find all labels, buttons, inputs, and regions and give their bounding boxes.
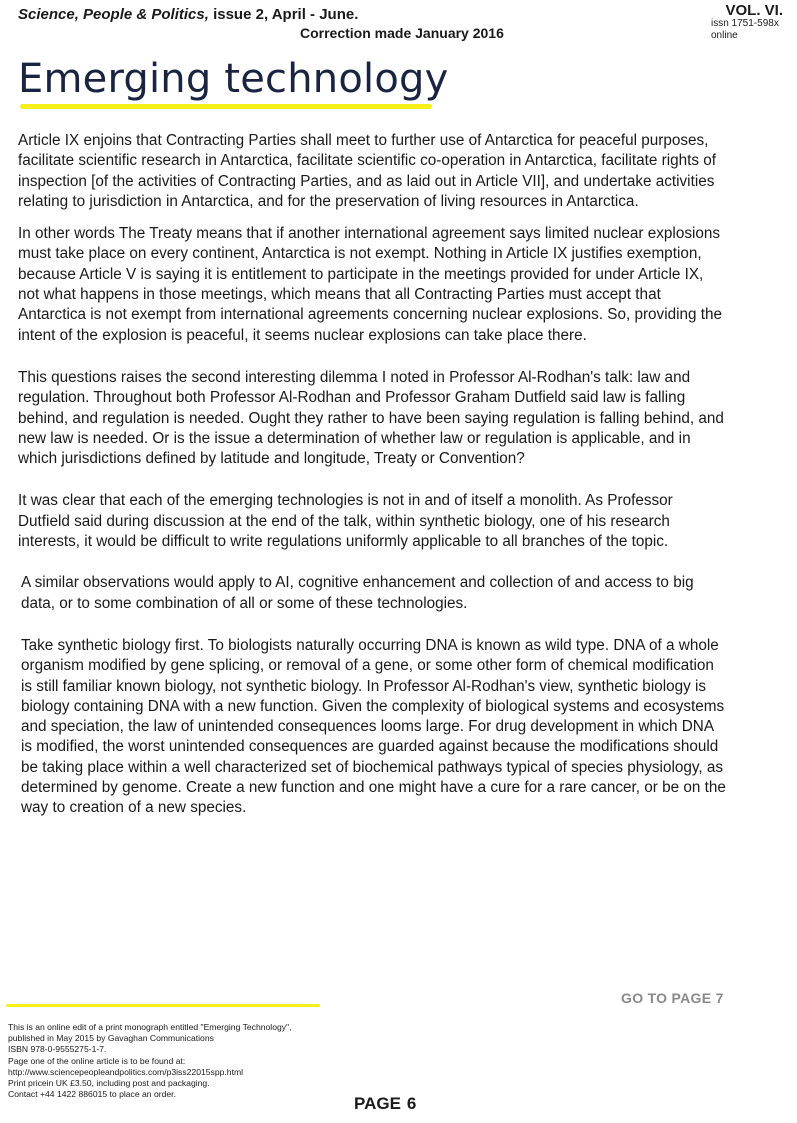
footnote-line: Contact +44 1422 886015 to place an order. bbox=[8, 1089, 176, 1100]
footnote-line: This is an online edit of a print monograph entitled "Emerging Technology", published in May 2015 by Gavaghan Communications bbox=[8, 1022, 292, 1044]
issn-online: online bbox=[711, 30, 738, 41]
footnote-line: ISBN 978-0-9555275-1-7. bbox=[8, 1044, 107, 1055]
page-num: 6 bbox=[406, 1094, 417, 1113]
go-to-page-link[interactable]: GO TO PAGE 7 bbox=[621, 990, 724, 1006]
paragraph-6: Take synthetic biology first. To biologists naturally occurring DNA is known as wild type. DNA of a whole organism modified by gene splicing, or removal of a gene, or some other form of chemical modification is still familiar known biology, not synthetic biology. In Professor Al-Rodhan's view, synthetic biology is biology containing DNA with a new function. Given the complexity of biological systems and ecosystems and speciation, the law of unintended consequences looms large. For drug development in which DNA is modified, the worst unintended consequences are guarded against because the modifications should be taking place within a well characterized set of biochemical pathways typical of species physiology, as determined by genome. Create a new function and one might have a cure for a rare cancer, or be on the way to creation of a new species. bbox=[21, 636, 726, 817]
page-label: PAGE bbox=[354, 1094, 401, 1113]
paragraph-3: This questions raises the second interesting dilemma I noted in Professor Al-Rodhan's talk: law and regulation. Throughout both Professor Al-Rodhan and Professor Graham Dutfield said law is falling behind, and regulation is needed. Ought they rather to have been saying regulation is falling behind, and new law is needed. Or is the issue a determination of whether law or regulation is applicable, and in which jurisdictions defined by latitude and longitude, Treaty or Convention? bbox=[18, 368, 724, 468]
journal-name: Science, People & Politics, bbox=[18, 6, 209, 23]
paragraph-2: In other words The Treaty means that if another international agreement says limited nuclear explosions must take place on every continent, Antarctica is not exempt. Nothing in Article IX justifies exemption, because Article V is saying it is entitlement to participate in the meetings provided for under Article IX, not what happens in those meetings, which means that all Contracting Parties must accept that Antarctica is not exempt from international agreements concerning nuclear explosions. So, providing the intent of the explosion is peaceful, it seems nuclear explosions can take place there. bbox=[18, 225, 723, 344]
paragraph-5: A similar observations would apply to AI, cognitive enhancement and collection of and access to big data, or to some combination of all or some of these technologies. bbox=[21, 574, 694, 612]
title-underline bbox=[20, 104, 432, 109]
page-title: Emerging technology bbox=[18, 56, 449, 102]
page-number bbox=[354, 1094, 416, 1114]
correction-note: Correction made January 2016 bbox=[300, 25, 504, 41]
journal-header bbox=[18, 6, 358, 23]
journal-issue: issue 2, April - June. bbox=[208, 6, 359, 23]
footnote-divider bbox=[6, 1004, 320, 1007]
footnote-line: Print pricein UK £3.50, including post and packaging. bbox=[8, 1078, 210, 1089]
footnote-url[interactable]: http://www.sciencepeopleandpolitics.com/p3iss22015spp.html bbox=[8, 1066, 244, 1077]
issn-number: issn 1751-598x bbox=[711, 18, 779, 29]
article-body bbox=[18, 131, 728, 819]
paragraph-1: Article IX enjoins that Contracting Parties shall meet to further use of Antarctica for peaceful purposes, facilitate scientific research in Antarctica, facilitate scientific co-operation in Antarctica, facilitate rights of inspection [of the activities of Contracting Parties, and as laid out in Article VII], and undertake activities relating to jurisdiction in Antarctica, and for the preservation of living resources in Antarctica. bbox=[18, 132, 717, 210]
volume-label: VOL. VI. bbox=[725, 2, 783, 19]
footnote-line: Page one of the online article is to be found at: bbox=[8, 1055, 186, 1066]
footnote bbox=[8, 1022, 328, 1100]
paragraph-4: It was clear that each of the emerging technologies is not in and of itself a monolith. As Professor Dutfield said during discussion at the end of the talk, within synthetic biology, one of his research interests, it would be difficult to write regulations uniformly applicable to all branches of the topic. bbox=[18, 492, 673, 551]
issn-block bbox=[711, 18, 779, 42]
